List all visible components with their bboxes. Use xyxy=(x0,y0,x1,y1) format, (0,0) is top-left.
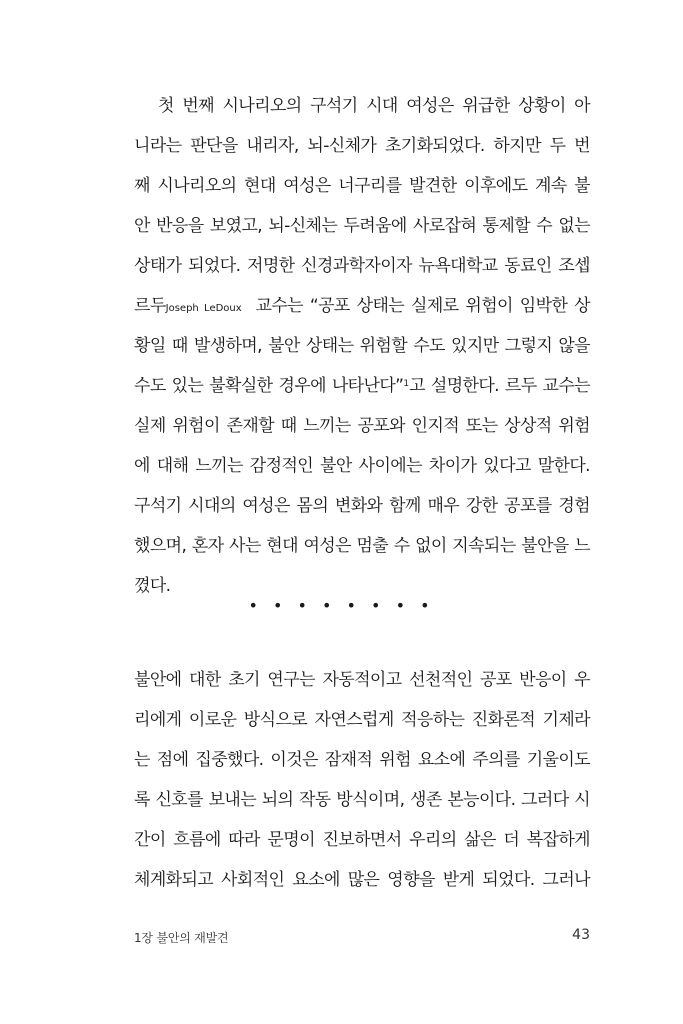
paragraph-line xyxy=(134,366,590,406)
paragraph-line: 실제 위험이 존재할 때 느끼는 공포와 인지적 또는 상상적 위험 xyxy=(134,416,590,436)
paragraph-line: 리에게 이로운 방식으로 자연스럽게 적응하는 진화론적 기제라 xyxy=(134,710,590,730)
section-divider: • • • • • • • • xyxy=(248,596,435,615)
author-name-english: Joseph LeDoux xyxy=(165,303,242,314)
paragraph-line: 꼈다. xyxy=(134,576,171,596)
paragraph-line-text: 교수는 “공포 상태는 실제로 위험이 임박한 상 xyxy=(255,296,590,316)
paragraph-line: 상태가 되었다. 저명한 신경과학자이자 뉴욕대학교 동료인 조셉 xyxy=(134,256,590,276)
paragraph-line: 첫 번째 시나리오의 구석기 시대 여성은 위급한 상황이 아 xyxy=(158,96,590,116)
running-footer-chapter: 1장 불안의 재발견 xyxy=(134,931,229,945)
paragraph-line: 록 신호를 보내는 뇌의 작동 방식이며, 생존 본능이다. 그러다 시 xyxy=(134,790,590,810)
paragraph-line-text: 고 설명한다. 르두 교수는 xyxy=(409,376,590,396)
paragraph-line: 황일 때 발생하며, 불안 상태는 위험할 수도 있지만 그렇지 않을 xyxy=(134,336,590,356)
footnote-marker[interactable]: 1 xyxy=(403,379,410,389)
paragraph-line: 째 시나리오의 현대 여성은 너구리를 발견한 이후에도 계속 불 xyxy=(134,176,590,196)
paragraph-line: 안 반응을 보였고, 뇌-신체는 두려움에 사로잡혀 통제할 수 없는 xyxy=(134,216,590,236)
paragraph-line: 체계화되고 사회적인 요소에 많은 영향을 받게 되었다. 그러나 xyxy=(134,870,590,890)
paragraph-line: 불안에 대한 초기 연구는 자동적이고 선천적인 공포 반응이 우 xyxy=(134,670,590,690)
paragraph-line: 는 점에 집중했다. 이것은 잠재적 위험 요소에 주의를 기울이도 xyxy=(134,750,590,770)
quote-end-text: 수도 있는 불확실한 경우에 나타난다” xyxy=(134,376,404,396)
paragraph-line: 간이 흐름에 따라 문명이 진보하면서 우리의 삶은 더 복잡하게 xyxy=(134,830,590,850)
paragraph-2 xyxy=(134,660,590,900)
paragraph-line: 니라는 판단을 내리자, 뇌-신체가 초기화되었다. 하지만 두 번 xyxy=(134,136,590,156)
paragraph-line: 했으며, 혼자 사는 현대 여성은 멈출 수 없이 지속되는 불안을 느 xyxy=(134,536,590,556)
page-number: 43 xyxy=(572,927,590,943)
paragraph-line xyxy=(134,286,590,326)
paragraph-line: 에 대해 느끼는 감정적인 불안 사이에는 차이가 있다고 말한다. xyxy=(134,456,590,476)
paragraph-1 xyxy=(134,86,590,606)
author-name-korean: 르두 xyxy=(134,296,166,316)
paragraph-line: 구석기 시대의 여성은 몸의 변화와 함께 매우 강한 공포를 경험 xyxy=(134,496,590,516)
